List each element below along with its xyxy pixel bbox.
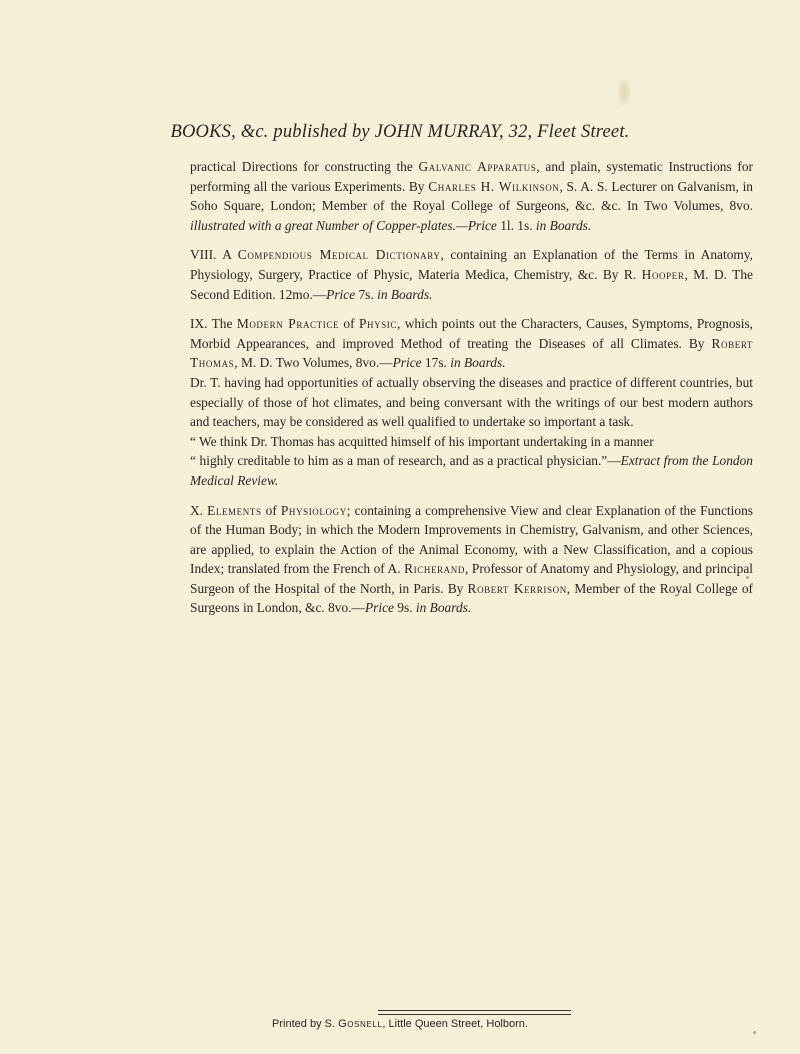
entry-price: 7s. <box>355 286 378 302</box>
entry-title: Elements <box>207 502 262 518</box>
ink-speck <box>753 1031 756 1034</box>
entry-physiology <box>190 501 753 619</box>
quote-source: Extract from the London Medical Review. <box>190 453 753 488</box>
entry-text: VIII. A <box>190 247 238 263</box>
entry-binding: in Boards. <box>377 286 433 302</box>
entry-text: X. <box>190 502 208 518</box>
printer-imprint <box>0 1018 800 1030</box>
entry-italic: Price <box>364 600 394 616</box>
entry-text: , Member of the Royal College of Surgeons in London, &c. 8vo.— <box>190 580 753 616</box>
entry-price: 1l. 1s. <box>496 217 536 233</box>
page-header: BOOKS, &c. published by JOHN MURRAY, 32, Fleet Street. <box>170 122 630 142</box>
entry-italic: Price <box>326 286 356 302</box>
entry-text: , M. D. The Second Edition. 12mo.— <box>190 266 753 302</box>
entry-note: Dr. T. having had opportunities of actually observing the diseases and practice of different countries, but especially of those of hot climates, and being conversant with the writings of our best modern authors and teachers, may be considered as well qualified to undertake so important a task. <box>190 374 753 430</box>
entry-author: Robert Thomas <box>190 335 753 371</box>
paper-stain <box>618 78 630 106</box>
entry-price: 17s. <box>421 355 451 371</box>
entry-author: Richerand <box>404 561 465 577</box>
entry-galvanism <box>190 157 753 235</box>
entry-binding: in Boards. <box>415 600 472 616</box>
review-quote <box>190 432 753 491</box>
printer-name: Gosnell <box>338 1018 383 1030</box>
entry-italic: illustrated with a great Number of Copper-plates.—Price <box>190 217 497 233</box>
entry-text: , which points out the Characters, Causes, Symptoms, Prognosis, Morbid Appearances, and improved Method of treating the Diseases of all Climates. By <box>190 316 754 351</box>
entry-practice-of-physic <box>190 314 753 373</box>
entry-text: practical Directions for constructing the <box>190 159 419 174</box>
entry-binding: in Boards. <box>535 217 592 233</box>
entry-title: Galvanic Apparatus <box>418 159 537 174</box>
entry-text: , S. A. S. Lecturer on Galvanism, in Soho Square, London; Member of the Royal College of Surgeons, &c. &c. In Two Volumes, 8vo. <box>190 178 753 214</box>
entry-author: Robert Kerrison <box>467 580 567 596</box>
entry-author: Hooper <box>641 266 685 282</box>
entry-price: 9s. <box>393 600 416 616</box>
entry-italic: Price <box>392 355 422 371</box>
imprint-text: , Little Queen Street, Holborn. <box>382 1018 528 1030</box>
footer-rule-top <box>378 1010 571 1011</box>
entry-medical-dictionary <box>190 245 753 304</box>
entry-title: Physiology <box>280 502 347 518</box>
entry-text: IX. The <box>190 316 237 332</box>
imprint-text: Printed by S. <box>272 1018 339 1030</box>
ink-speck <box>746 576 749 579</box>
entry-text: , containing an Explanation of the Terms in Anatomy, Physiology, Surgery, Practice of Physic, Materia Medica, Chemistry, &c. By R. <box>190 247 753 282</box>
entry-text: , and plain, systematic Instructions for performing all the various Experiments. By <box>190 159 753 194</box>
entry-text: of <box>339 316 359 332</box>
entry-text: of <box>261 502 281 518</box>
entry-title: Compendious Medical Dictionary <box>237 247 441 263</box>
entry-text: , M. D. Two Volumes, 8vo.— <box>234 355 393 371</box>
catalogue-body <box>190 157 753 618</box>
entry-binding: in Boards. <box>450 355 506 371</box>
entry-title: Modern Practice <box>236 316 340 332</box>
entry-title: Physic <box>358 316 398 332</box>
entry-text: ; containing a comprehensive View and clear Explanation of the Functions of the Human Body; in which the Modern Improvements in Chemistry, Galvanism, and other Sciences, are applied, to explain the Action of the Animal Economy, with a New Classification, and a copious Index; translated from the French of A. <box>190 502 753 577</box>
quote-line: “ highly creditable to him as a man of research, and as a practical physician.”— <box>190 453 621 469</box>
entry-author: Charles H. Wilkinson <box>428 178 560 194</box>
footer-rule-bottom <box>378 1014 571 1015</box>
entry-text: , Professor of Anatomy and Physiology, and principal Surgeon of the Hospital of the North, in Paris. By <box>190 561 754 596</box>
quote-line: “ We think Dr. Thomas has acquitted himself of his important undertaking in a manner <box>190 433 654 449</box>
